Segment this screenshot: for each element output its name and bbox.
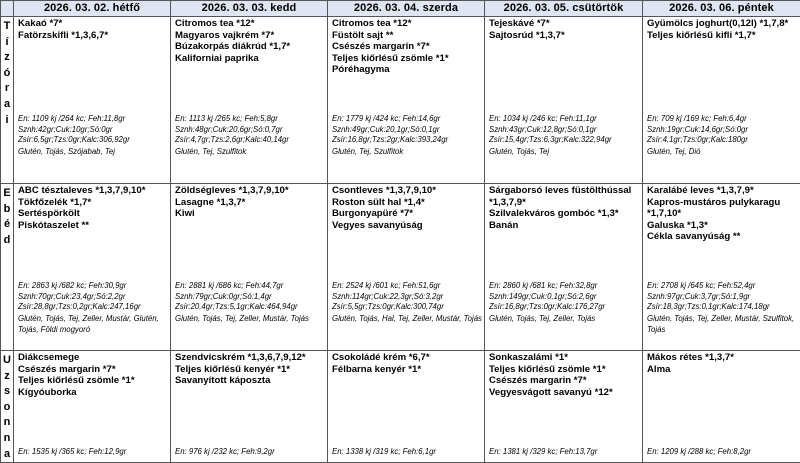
dish-item: Teljes kiőrlésű zsömle *1* xyxy=(332,53,484,65)
meal-label-letter: a xyxy=(1,447,13,463)
nutrition-info xyxy=(18,281,168,313)
dish-item: Vegyesvágott savanyú *12* xyxy=(489,387,642,399)
allergen-list: Glutén, Tojás, Tej, Zeller, Mustár, Glutén, Tojás, Földi mogyoró xyxy=(18,314,168,335)
nutrition-line: Zsír:4,7gr;Tzs:2,6gr;Kalc:40,14gr xyxy=(175,135,325,146)
meal-label xyxy=(1,17,14,184)
dish-item: Fatörzskifli *1,3,6,7* xyxy=(18,30,170,42)
allergen-list: Glutén, Tojás, Szójabab, Tej xyxy=(18,147,168,158)
nutrition-line: Sznh:48gr;Cuk:20,6gr;Só:0,7gr xyxy=(175,125,325,136)
meal-label-letter: ó xyxy=(1,66,13,82)
dish-item: Lasagne *1,3,7* xyxy=(175,197,327,209)
nutrition-line: En: 2863 kj /682 kc; Feh:30,9gr xyxy=(18,281,168,292)
meal-label-letter: a xyxy=(1,97,13,113)
nutrition-line: En: 1381 kj /329 kc; Feh:13,7gr xyxy=(489,447,640,458)
meal-label-letter: z xyxy=(1,50,13,66)
nutrition-info xyxy=(647,281,798,313)
menu-cell xyxy=(171,351,328,463)
nutrition-line: En: 2881 kj /686 kc; Feh:44,7gr xyxy=(175,281,325,292)
day-header: 2026. 03. 03. kedd xyxy=(171,1,328,17)
nutrition-line: Sznh:70gr;Cuk:23,4gr;Só:2,2gr xyxy=(18,292,168,303)
dish-item: Gyümölcs joghurt(0,12l) *1,7,8* xyxy=(647,18,800,30)
menu-cell xyxy=(328,17,485,184)
dish-item: Sajtosrúd *1,3,7* xyxy=(489,30,642,42)
nutrition-line: Sznh:149gr;Cuk:0,1gr;Só:2,6gr xyxy=(489,292,640,303)
meal-label-letter: i xyxy=(1,113,13,129)
dish-item: Banán xyxy=(489,220,642,232)
dish-item: Kakaó *7* xyxy=(18,18,170,30)
dish-list xyxy=(171,351,327,387)
dish-list xyxy=(14,351,170,398)
dish-item: Sárgaborsó leves füstölthússal *1,3,7,9* xyxy=(489,185,642,208)
dish-item: Teljes kiőrlésű zsömle *1* xyxy=(18,375,170,387)
nutrition-line: En: 1034 kj /246 kc; Feh:11,1gr xyxy=(489,114,640,125)
allergen-list: Glutén, Tej, Szulfitok xyxy=(332,147,482,158)
dish-item: Alma xyxy=(647,364,800,376)
nutrition-line: Zsír:4,1gr;Tzs:0gr;Kalc:180gr xyxy=(647,135,798,146)
nutrition-line: Zsír:18,3gr;Tzs:0,1gr;Kalc:174,18gr xyxy=(647,302,798,313)
nutrition-info xyxy=(332,114,482,146)
nutrition-line: Sznh:79gr;Cuk:0gr;Só:1,4gr xyxy=(175,292,325,303)
nutrition-info xyxy=(18,447,168,458)
dish-list xyxy=(643,184,800,243)
menu-cell xyxy=(14,351,171,463)
meal-label xyxy=(1,184,14,351)
allergen-list: Glutén, Tojás, Tej, Zeller, Mustár, Tojás xyxy=(175,314,325,325)
dish-item: Sertéspörkölt xyxy=(18,208,170,220)
dish-item: Csokoládé krém *6,7* xyxy=(332,352,484,364)
day-header: 2026. 03. 04. szerda xyxy=(328,1,485,17)
meal-label-letter: n xyxy=(1,415,13,431)
snack-row xyxy=(1,351,800,463)
dish-list xyxy=(171,17,327,64)
nutrition-line: Sznh:49gr;Cuk:20,1gr;Só:0,1gr xyxy=(332,125,482,136)
nutrition-line: Zsír:28,8gr;Tzs:0,2gr;Kalc:247,16gr xyxy=(18,302,168,313)
meal-label-letter: E xyxy=(1,186,13,202)
dish-item: Kapros-mustáros pulykaragu *1,7,10* xyxy=(647,197,800,220)
dish-item: ABC tésztaleves *1,3,7,9,10* xyxy=(18,185,170,197)
day-header-row xyxy=(1,1,800,17)
nutrition-line: En: 1338 kj /319 kc; Feh:6,1gr xyxy=(332,447,482,458)
nutrition-line: Sznh:114gr;Cuk:22,3gr;Só:3,2gr xyxy=(332,292,482,303)
nutrition-info xyxy=(18,114,168,146)
nutrition-line: Sznh:42gr;Cuk:10gr;Só:0gr xyxy=(18,125,168,136)
dish-item: Karalábé leves *1,3,7,9* xyxy=(647,185,800,197)
dish-item: Cékla savanyúság ** xyxy=(647,231,800,243)
day-header: 2026. 03. 02. hétfő xyxy=(14,1,171,17)
dish-item: Teljes kiőrlésű kifli *1,7* xyxy=(647,30,800,42)
meal-label-letter: r xyxy=(1,81,13,97)
dish-item: Csészés margarin *7* xyxy=(18,364,170,376)
breakfast-row xyxy=(1,17,800,184)
nutrition-line: Sznh:97gr;Cuk:3,7gr;Só:1,9gr xyxy=(647,292,798,303)
nutrition-line: En: 2708 kj /645 kc; Feh:52,4gr xyxy=(647,281,798,292)
nutrition-info xyxy=(489,114,640,146)
nutrition-line: En: 2524 kj /601 kc; Feh:51,6gr xyxy=(332,281,482,292)
dish-item: Póréhagyma xyxy=(332,64,484,76)
nutrition-line: En: 1535 kj /365 kc; Feh:12,9gr xyxy=(18,447,168,458)
meal-label-letter: T xyxy=(1,19,13,35)
nutrition-info xyxy=(647,114,798,146)
dish-item: Mákos rétes *1,3,7* xyxy=(647,352,800,364)
dish-item: Teljes kiőrlésű zsömle *1* xyxy=(489,364,642,376)
nutrition-line: En: 1113 kj /265 kc; Feh:5,8gr xyxy=(175,114,325,125)
allergen-list: Glutén, Tej, Szulfitok xyxy=(175,147,325,158)
nutrition-line: Zsír:15,4gr;Tzs:6,3gr;Kalc:322,94gr xyxy=(489,135,640,146)
dish-list xyxy=(485,351,642,398)
dish-item: Csontleves *1,3,7,9,10* xyxy=(332,185,484,197)
meal-label-letter: b xyxy=(1,202,13,218)
dish-list xyxy=(328,17,484,76)
dish-item: Zöldségleves *1,3,7,9,10* xyxy=(175,185,327,197)
dish-list xyxy=(328,184,484,231)
allergen-list: Glutén, Tej, Dió xyxy=(647,147,798,158)
nutrition-line: Zsír:20,4gr;Tzs:5,1gr;Kalc:464,94gr xyxy=(175,302,325,313)
menu-cell xyxy=(328,184,485,351)
dish-list xyxy=(171,184,327,220)
nutrition-info xyxy=(332,447,482,458)
dish-list xyxy=(485,184,642,231)
dish-item: Burgonyapüré *7* xyxy=(332,208,484,220)
dish-item: Tökfőzelék *1,7* xyxy=(18,197,170,209)
nutrition-line: Zsír:5,5gr;Tzs:0gr;Kalc:300,74gr xyxy=(332,302,482,313)
dish-item: Kiwi xyxy=(175,208,327,220)
dish-item: Diákcsemege xyxy=(18,352,170,364)
meal-label-letter: s xyxy=(1,384,13,400)
dish-item: Füstölt sajt ** xyxy=(332,30,484,42)
dish-list xyxy=(328,351,484,375)
meal-label-letter: í xyxy=(1,35,13,51)
dish-list xyxy=(643,351,800,375)
day-header: 2026. 03. 05. csütörtök xyxy=(485,1,643,17)
nutrition-info xyxy=(647,447,798,458)
dish-item: Félbarna kenyér *1* xyxy=(332,364,484,376)
nutrition-info xyxy=(175,114,325,146)
allergen-list: Glutén, Tojás, Tej, Zeller, Mustár, Szulfitok, Tojás xyxy=(647,314,798,335)
nutrition-info xyxy=(175,281,325,313)
allergen-list: Glutén, Tojás, Tej, Zeller, Tojás xyxy=(489,314,640,325)
header-corner xyxy=(1,1,14,17)
nutrition-line: En: 1209 kj /288 kc; Feh:8,2gr xyxy=(647,447,798,458)
dish-item: Kaliforniai paprika xyxy=(175,53,327,65)
menu-cell xyxy=(171,17,328,184)
menu-cell xyxy=(14,17,171,184)
meal-label-letter: é xyxy=(1,217,13,233)
dish-item: Citromos tea *12* xyxy=(175,18,327,30)
meal-label-letter: o xyxy=(1,400,13,416)
nutrition-line: Sznh:43gr;Cuk:12,8gr;Só:0,1gr xyxy=(489,125,640,136)
menu-cell xyxy=(485,351,643,463)
dish-item: Teljes kiőrlésű kenyér *1* xyxy=(175,364,327,376)
dish-item: Csészés margarin *7* xyxy=(332,41,484,53)
menu-cell xyxy=(643,184,800,351)
meal-label-letter: U xyxy=(1,353,13,369)
dish-item: Roston sült hal *1,4* xyxy=(332,197,484,209)
nutrition-line: En: 1109 kj /264 kc; Feh:11,8gr xyxy=(18,114,168,125)
nutrition-line: En: 1779 kj /424 kc; Feh:14,6gr xyxy=(332,114,482,125)
menu-cell xyxy=(14,184,171,351)
dish-item: Galuska *1,3* xyxy=(647,220,800,232)
nutrition-line: En: 709 kj /169 kc; Feh:6,4gr xyxy=(647,114,798,125)
nutrition-line: Sznh:19gr;Cuk:14,6gr;Só:0gr xyxy=(647,125,798,136)
nutrition-info xyxy=(332,281,482,313)
allergen-list: Glutén, Tojás, Tej xyxy=(489,147,640,158)
dish-list xyxy=(14,17,170,41)
nutrition-line: En: 976 kj /232 kc; Feh:9,2gr xyxy=(175,447,325,458)
menu-cell xyxy=(485,184,643,351)
menu-cell xyxy=(485,17,643,184)
dish-item: Búzakorpás diákrúd *1,7* xyxy=(175,41,327,53)
menu-body xyxy=(1,17,800,463)
lunch-row xyxy=(1,184,800,351)
dish-list xyxy=(14,184,170,231)
meal-label-letter: z xyxy=(1,369,13,385)
dish-item: Sonkaszalámi *1* xyxy=(489,352,642,364)
dish-item: Csészés margarin *7* xyxy=(489,375,642,387)
nutrition-line: En: 2860 kj /681 kc; Feh:32,8gr xyxy=(489,281,640,292)
dish-item: Kígyóuborka xyxy=(18,387,170,399)
dish-list xyxy=(485,17,642,41)
nutrition-line: Zsír:16,8gr;Tzs:2gr;Kalc:393,24gr xyxy=(332,135,482,146)
menu-cell xyxy=(328,351,485,463)
nutrition-line: Zsír:16,8gr;Tzs:0gr;Kalc:176,27gr xyxy=(489,302,640,313)
nutrition-info xyxy=(489,281,640,313)
nutrition-line: Zsír:6,5gr;Tzs:0gr;Kalc:306,92gr xyxy=(18,135,168,146)
dish-item: Tejeskávé *7* xyxy=(489,18,642,30)
dish-item: Vegyes savanyúság xyxy=(332,220,484,232)
dish-item: Magyaros vajkrém *7* xyxy=(175,30,327,42)
dish-list xyxy=(643,17,800,41)
menu-cell xyxy=(643,351,800,463)
meal-label-letter: d xyxy=(1,233,13,249)
allergen-list: Glutén, Tojás, Hal, Tej, Zeller, Mustár, Tojás xyxy=(332,314,482,325)
menu-cell xyxy=(171,184,328,351)
dish-item: Szilvalekváros gombóc *1,3* xyxy=(489,208,642,220)
day-header: 2026. 03. 06. péntek xyxy=(643,1,800,17)
dish-item: Piskótaszelet ** xyxy=(18,220,170,232)
nutrition-info xyxy=(175,447,325,458)
menu-cell xyxy=(643,17,800,184)
meal-label-letter: n xyxy=(1,431,13,447)
nutrition-info xyxy=(489,447,640,458)
meal-label xyxy=(1,351,14,463)
dish-item: Savanyított káposzta xyxy=(175,375,327,387)
dish-item: Citromos tea *12* xyxy=(332,18,484,30)
dish-item: Szendvicskrém *1,3,6,7,9,12* xyxy=(175,352,327,364)
